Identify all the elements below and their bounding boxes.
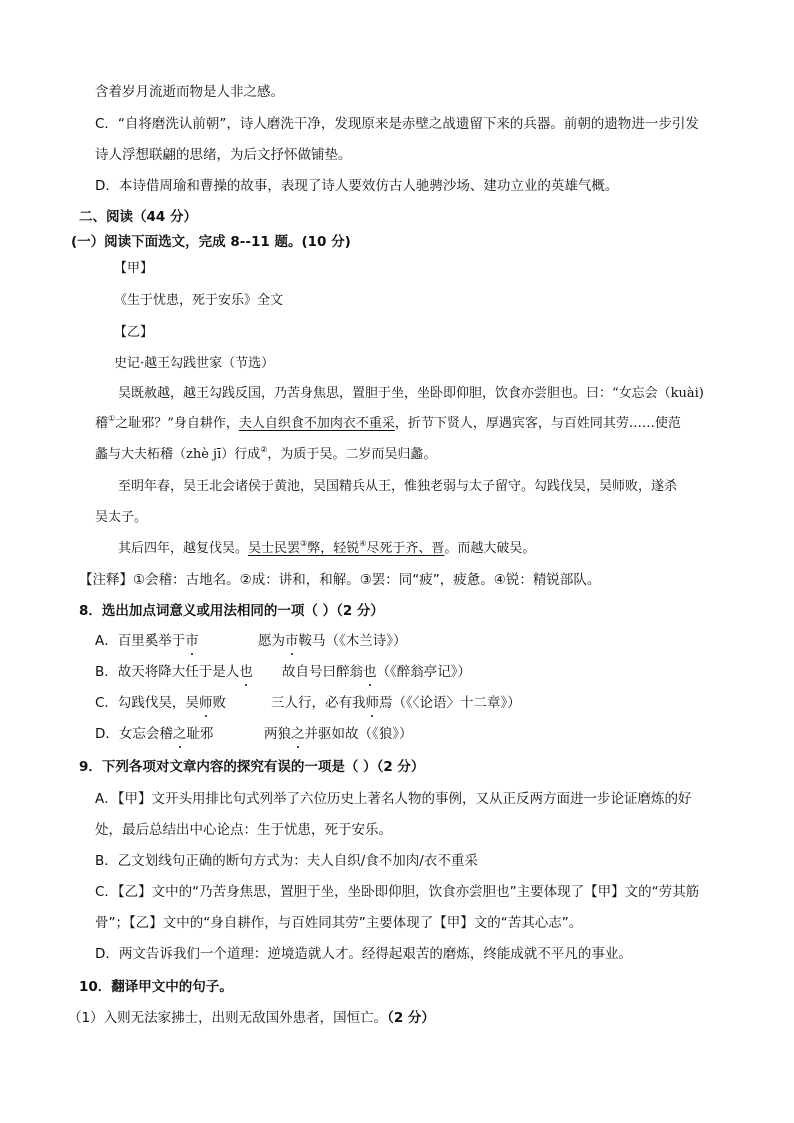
q8-option-c-ref: 三人行，必有我师焉（《〈论语〉十二章》） (271, 695, 521, 711)
jia-label: 【甲】 (114, 261, 154, 276)
q9-option-d: D．两文告诉我们一个道理：逆境造就人才。经得起艰苦的磨炼，终能成就不平凡的事业。 (95, 946, 632, 962)
q9-option-a-line1: A．【甲】文开头用排比句式列举了六位历史上著名人物的事例，又从正反两方面进一步论证磨炼的好 (95, 791, 692, 807)
section-heading-reading: 二、阅读（44 分） (79, 209, 197, 225)
q10-subquestion-1: （1）入则无法家拂士，出则无敌国外患者，国恒亡。（2 分） (68, 1010, 435, 1026)
q9-option-c-line2: 骨”；【乙】文中的“身自耕作，与百姓同其劳”主要体现了【甲】文的“苦其心志”。 (95, 915, 583, 931)
q10-subquestion-1-score: （2 分） (387, 1010, 435, 1026)
yi-paragraph2-line2: 吴太子。 (95, 510, 148, 525)
footnote-marker-2: ② (260, 445, 268, 454)
yi-paragraph1-line3: 蠡与大夫柘稽（zhè jī）行成②，为质于吴。二岁而吴归蠡。 (95, 445, 437, 462)
q8-option-a-ref: 愿为市鞍马（《木兰诗》） (258, 633, 407, 649)
question-10-title: 10．翻译甲文中的句子。 (79, 979, 233, 995)
q9-option-c-line1: C．【乙】文中的“乃苦身焦思，置胆于坐，坐卧即仰胆，饮食亦尝胆也”主要体现了【甲】文的“劳其筋 (95, 884, 700, 900)
prev-option-b-continuation: 含着岁月流逝而物是人非之感。 (95, 84, 284, 100)
q9-option-a-line2: 处，最后总结出中心论点：生于忧患，死于安乐。 (95, 822, 392, 838)
q8-option-d-ref: 两狼之并驱如故（《狼》） (264, 726, 413, 742)
part-one-heading: (一）阅读下面选文，完成 8--11 题。(10 分) (71, 234, 351, 250)
yi-paragraph1-line1: 吴既赦越，越王勾践反国，乃苦身焦思，置胆于坐，坐卧即仰胆，饮食亦尝胆也。曰：“女忘会（kuài) (118, 386, 704, 401)
q8-option-b-ref: 故自号曰醉翁也（《醉翁亭记》） (282, 664, 471, 680)
yi-paragraph2-line1: 至明年春，吴王北会诸侯于黄池，吴国精兵从王，惟独老弱与太子留守。勾践伐吴，吴师败，遂杀 (118, 479, 678, 494)
yi-paragraph3: 其后四年，越复伐吴。吴士民罢③弊，轻锐④尽死于齐、晋。而越大破吴。 (118, 539, 536, 556)
yi-label: 【乙】 (114, 325, 154, 340)
prev-option-c-line1: C．“自将磨洗认前朝”，诗人磨洗干净，发现原来是赤壁之战遗留下来的兵器。前朝的遗物进一步引发 (95, 116, 699, 132)
yi-title: 史记·越王勾践世家（节选） (114, 356, 275, 371)
q8-option-d: D．女忘会稽之耻邪 (95, 726, 214, 742)
question-8-title: 8．选出加点词意义或用法相同的一项（ ）（2 分） (79, 603, 384, 619)
jia-text: 《生于忧患，死于安乐》全文 (114, 293, 284, 308)
prev-option-d: D．本诗借周瑜和曹操的故事，表现了诗人要效仿古人驰骋沙场、建功立业的英雄气概。 (95, 178, 619, 194)
question-9-title: 9．下列各项对文章内容的探究有误的一项是（ ）（2 分） (79, 759, 425, 775)
annotation-notes: 【注释】①会稽：古地名。②成：讲和，和解。③罢：同“疲”，疲惫。④锐：精锐部队。 (79, 572, 601, 588)
footnote-marker-1: ① (108, 414, 116, 423)
q8-option-a: A．百里奚举于市 (95, 633, 199, 649)
prev-option-c-line2: 诗人浮想联翩的思绪，为后文抒怀做铺垫。 (95, 147, 352, 163)
underlined-sentence: 夫人自织食不加肉衣不重采 (238, 416, 395, 431)
q8-option-b: B．故天将降大任于是人也 (95, 664, 253, 680)
q9-option-b: B．乙文划线句正确的断句方式为：夫人自织/食不加肉/衣不重采 (95, 853, 478, 869)
underlined-phrase: 吴士民罢③弊，轻锐④尽死于齐、晋 (248, 539, 445, 556)
yi-paragraph1-line2: 稽①之耻邪？”身自耕作，夫人自织食不加肉衣不重采，折节下贤人，厚遇宾客，与百姓同其劳……使范 (95, 414, 681, 431)
q8-option-c: C．勾践伐吴，吴师败 (95, 695, 226, 711)
